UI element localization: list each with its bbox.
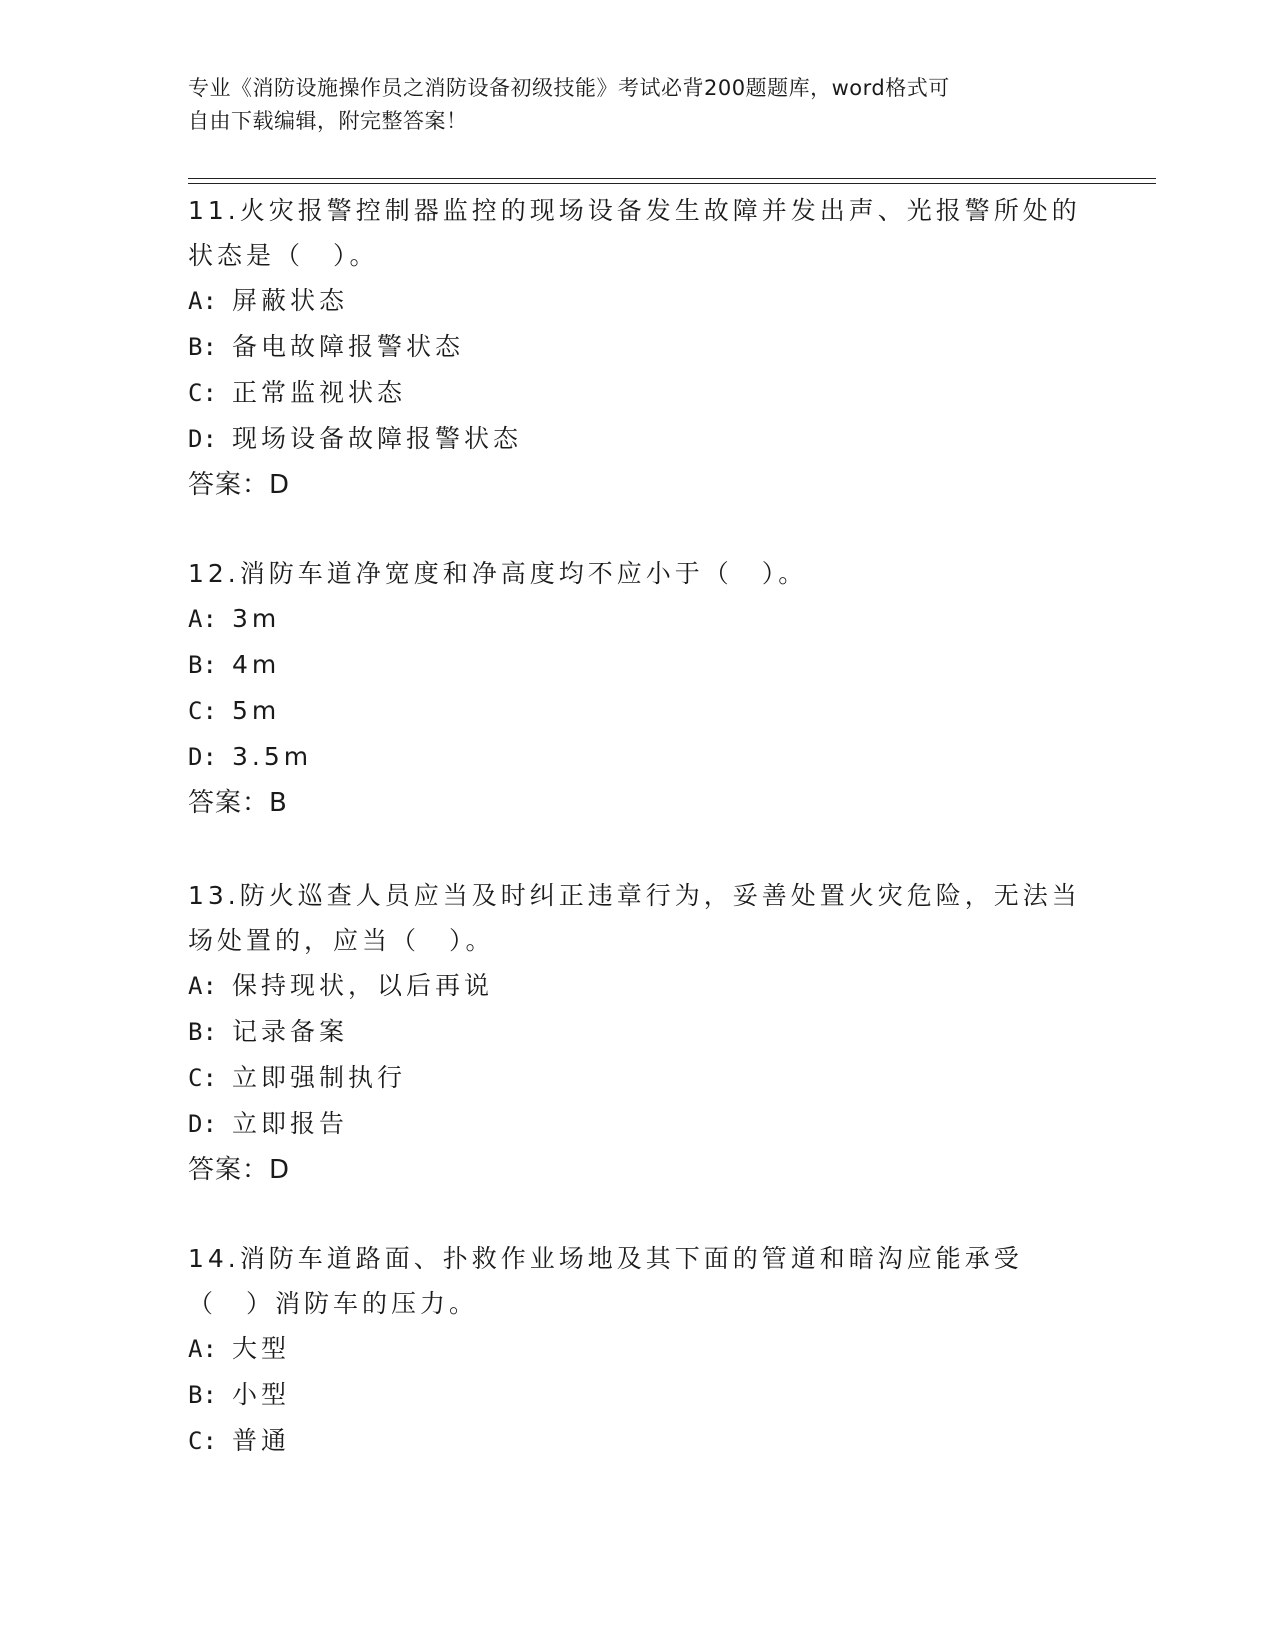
option-key: C: bbox=[188, 1427, 217, 1455]
option-text: 普通 bbox=[232, 1426, 291, 1455]
question-text: 12.消防车道净宽度和净高度均不应小于（ ）。 bbox=[188, 559, 808, 588]
option-text: 备电故障报警状态 bbox=[232, 332, 465, 361]
question-14 bbox=[188, 1236, 1088, 1464]
question-text: 14.消防车道路面、扑救作业场地及其下面的管道和暗沟应能承受（ ）消防车的压力。 bbox=[188, 1244, 1023, 1318]
option-text: 4m bbox=[232, 650, 281, 679]
option-text: 记录备案 bbox=[232, 1017, 349, 1046]
option-key: D: bbox=[188, 743, 217, 771]
option-key: B: bbox=[188, 1381, 217, 1409]
option-b bbox=[188, 642, 1088, 688]
header-divider-bottom bbox=[188, 183, 1156, 184]
option-text: 正常监视状态 bbox=[232, 378, 407, 407]
option-text: 立即强制执行 bbox=[232, 1063, 407, 1092]
option-a bbox=[188, 963, 1088, 1009]
question-11 bbox=[188, 188, 1088, 508]
option-key: A: bbox=[188, 287, 217, 315]
option-key: A: bbox=[188, 605, 217, 633]
option-text: 3.5m bbox=[232, 742, 313, 771]
option-key: C: bbox=[188, 697, 217, 725]
answer: 答案：B bbox=[188, 788, 288, 818]
option-d bbox=[188, 734, 1088, 780]
option-text: 保持现状，以后再说 bbox=[232, 971, 494, 1000]
option-a bbox=[188, 278, 1088, 324]
option-key: D: bbox=[188, 1110, 217, 1138]
option-text: 现场设备故障报警状态 bbox=[232, 424, 523, 453]
question-13 bbox=[188, 873, 1088, 1193]
option-key: A: bbox=[188, 972, 217, 1000]
option-a bbox=[188, 1326, 1088, 1372]
option-text: 5m bbox=[232, 696, 281, 725]
option-b bbox=[188, 1372, 1088, 1418]
option-text: 小型 bbox=[232, 1380, 291, 1409]
option-b bbox=[188, 1009, 1088, 1055]
document-header bbox=[188, 72, 1088, 138]
option-key: B: bbox=[188, 651, 217, 679]
question-text: 11.火灾报警控制器监控的现场设备发生故障并发出声、光报警所处的状态是（ ）。 bbox=[188, 196, 1081, 270]
question-12 bbox=[188, 551, 1088, 826]
option-text: 大型 bbox=[232, 1334, 291, 1363]
header-divider-top bbox=[188, 178, 1156, 179]
option-key: B: bbox=[188, 1018, 217, 1046]
option-key: C: bbox=[188, 379, 217, 407]
option-c bbox=[188, 1418, 1088, 1464]
option-c bbox=[188, 688, 1088, 734]
option-key: C: bbox=[188, 1064, 217, 1092]
option-text: 立即报告 bbox=[232, 1109, 349, 1138]
answer: 答案：D bbox=[188, 470, 291, 500]
answer: 答案：D bbox=[188, 1155, 291, 1185]
option-d bbox=[188, 416, 1088, 462]
option-text: 3m bbox=[232, 604, 281, 633]
header-line-1: 专业《消防设施操作员之消防设备初级技能》考试必背200题题库，word格式可 bbox=[188, 76, 950, 100]
option-d bbox=[188, 1101, 1088, 1147]
option-a bbox=[188, 596, 1088, 642]
option-c bbox=[188, 1055, 1088, 1101]
option-text: 屏蔽状态 bbox=[232, 286, 349, 315]
question-text: 13.防火巡查人员应当及时纠正违章行为，妥善处置火灾危险，无法当场处置的，应当（ ）。 bbox=[188, 881, 1081, 955]
option-c bbox=[188, 370, 1088, 416]
option-key: A: bbox=[188, 1335, 217, 1363]
option-b bbox=[188, 324, 1088, 370]
option-key: B: bbox=[188, 333, 217, 361]
header-line-2: 自由下载编辑，附完整答案！ bbox=[188, 109, 468, 133]
option-key: D: bbox=[188, 425, 217, 453]
